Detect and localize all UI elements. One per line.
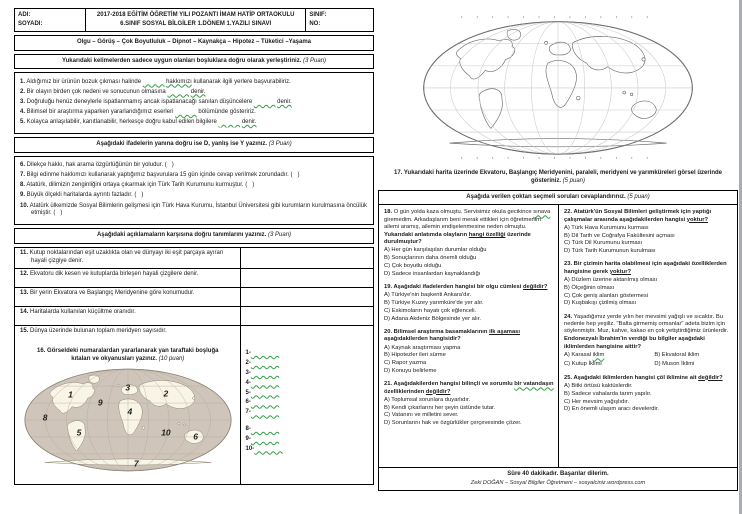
option: B) Ekvatoral iklim — [654, 352, 700, 359]
definition-answer-cell — [241, 269, 373, 287]
question-17: 17. Yukarıdaki harita üzerinde Ekvatoru, Başlangıç Meridyenini, paraleli, meridyeni ve yarımküreleri görsel üzerinde gösteriniz. (5 puan) — [393, 170, 723, 185]
answer-blank — [251, 409, 279, 415]
true-false-items — [14, 156, 374, 226]
answer-blank — [254, 446, 282, 452]
answer-blank — [251, 380, 279, 386]
no-label: NO: — [309, 20, 321, 27]
true-false-item: 9. Büyük ölçekli haritalarda ayrıntı fazladır. ( ) — [20, 192, 144, 199]
options — [384, 397, 554, 428]
question-24: 24. Yaşadığımız yerde yılın her mevsimi yağışlı ve sıcaktır. Bu nedenle hep yeşiliz. "Balta girmemiş ormanlar" adeta bizim için söylenmiştir. Muz, kahve, kakao en çok yetiştirdiğimiz ürünlerdir. Endonezyalı İbrahim'in verdiği bu bilgiler aşağıdaki iklimlerden hangisine aittir? A) Karasal iklim B) Ekvatoral iklim C) Kutup İklimi D) Muson İklimi — [564, 314, 733, 369]
true-false-item: 10. Atatürk ülkemizde Sosyal Bilimlerin gelişmesi için Türk Hava Kurumu, İstanbul Üniversitesi gibi kurumların kurulmasına öncülük etmiştir. ( ) — [20, 202, 368, 217]
map-number-5: 5 — [76, 427, 82, 438]
answer-blank — [251, 350, 279, 356]
fill-item: 4. Bilimsel bir araştırma yaparken yararlandığımız eserleri bölümünde gösteririz. — [20, 108, 256, 115]
answer-blank — [251, 399, 279, 405]
option: C) Çok boyutlu olduğu — [384, 263, 442, 270]
fill-item: 2. Bir olayın birden çok nedeni ve sonucunun olmasına denir. — [20, 88, 206, 95]
definition-text: 15. Dünya üzerinde bulunan toplam meridyen sayısıdır. — [15, 326, 241, 344]
option: C) Türk Dil Kurumunu kurması — [564, 240, 643, 247]
class-no-cell — [306, 9, 374, 32]
map-question-row — [15, 344, 373, 484]
map-answer-line: 10- — [246, 446, 370, 454]
map-number-9: 9 — [97, 397, 103, 408]
question-18: 18. O gün yolda kaza olmuştu. Servisimiz okula gecikince sınava giremedim. Arkadaşlarım beni merak ettikleri için öğretmenim ailemi aramış, ailemin endişelenmesine neden olmuştu. Yukarıdaki anlatımda olayların hangi özelliği üzerinde durulmuştur? A) Her gün karşılaşılan durumlar olduğu B) Sonuçlarının daha önemli olduğu C) Çok boyutlu olduğu D) Sadece insanlardan kaynaklandığı — [384, 209, 554, 278]
map-number-1: 1 — [68, 389, 73, 400]
map-answer-line: 7- — [246, 409, 370, 417]
multiple-choice-header: Aşağıda verilen çoktan seçmeli soruları cevaplandırınız. (5 puan) — [379, 191, 737, 206]
option: D) Muson İklimi — [654, 360, 695, 367]
option: C) Çok geniş alanları göstermesi — [564, 292, 649, 299]
definition-text: 13. Bir yerin Ekvatora ve Başlangıç Meridyenine göre konumudur. — [15, 288, 241, 306]
definitions-table — [14, 247, 374, 485]
option: D) Konuyu belirleme — [384, 368, 437, 375]
multiple-choice-columns — [379, 205, 737, 467]
footer-signature: Zeki DOĞAN – Sosyal Bilgiler Öğretmeni – sosyalciniz.wordpress.com — [470, 479, 646, 486]
definition-row — [15, 325, 373, 344]
question-23: 23. Bir çizimin harita olabilmesi için aşağıdaki özelliklerden hangisine gerek yoktur? A) Düzlem üzerine aktarılmış olması B) Ölçeğinin olması C) Çok geniş alanları göstermesi D) Kuşbakışı çizilmiş olması — [564, 261, 733, 307]
options — [564, 352, 733, 369]
definition-answer-cell — [241, 307, 373, 325]
exam-title-cell — [86, 9, 306, 32]
map-answer-line: 1- — [246, 350, 370, 358]
map-answer-line: 9- — [246, 436, 370, 444]
surname-label: SOYADI: — [18, 20, 43, 27]
exam-page-2 — [378, 8, 738, 491]
exam-title: 6.SINIF SOSYAL BİLGİLER 1.DÖNEM 1.YAZILI SINAVI — [120, 20, 272, 27]
fill-blank — [254, 99, 276, 105]
exam-footer — [379, 467, 737, 490]
fill-blank — [218, 119, 240, 125]
option: A) Düzlem üzerine aktarılmış olması — [564, 276, 658, 283]
option: A) Kaynak araştırması yapma — [384, 344, 461, 351]
map-answer-line: 2- — [246, 360, 370, 368]
map-answer-line: 8- — [246, 426, 370, 434]
question-19: 19. Aşağıdaki ifadelerden hangisi bir olgu cümlesi değildir? A) Türkiye'nin başkenti Ankara'dır. B) Türkiye Kuzey yarımküre'de yer alır. C) Eskimoların hayatı çok eğlenceli. D) Adana Akdeniz Bölgesinde yer alır. — [384, 284, 554, 323]
option: C) Kutup İklimi — [564, 360, 602, 367]
definition-answer-cell — [241, 248, 373, 268]
option: D) Sorunlarını hak ve özgürlükler çerçevesinde çözer. — [384, 420, 522, 427]
definition-text: 12. Ekvatoru dik kesen ve kutuplarda birleşen hayali çizgilere denir. — [15, 269, 241, 287]
map-question-title: 16. Görseldeki numaralardan yararlanarak yan taraftaki boşluğa kıtaları ve okyanusları yazınız. (10 puan) — [37, 348, 219, 362]
fill-blank — [175, 109, 197, 115]
map-number-10: 10 — [161, 427, 171, 438]
student-name-cell — [15, 9, 86, 32]
option: B) Dil Tarih ve Coğrafya Fakültesini açması — [564, 232, 675, 239]
map-question-cell — [15, 344, 241, 484]
true-false-item: 7. Bilgi edinme hakkımızı kullanarak yaptığımız başvurulara 15 gün içinde cevap verilmek zorundadır. ( ) — [20, 172, 300, 179]
map-number-6: 6 — [193, 431, 198, 442]
fill-item: 5. Kolayca anlaşılabilir, kanıtlanabilir, herkesçe doğru kabul edilen bilgilere denir. — [20, 118, 257, 125]
definition-text: 14. Haritalarda kullanılan küçültme oranıdır. — [15, 307, 241, 325]
definition-answer-cell — [241, 288, 373, 306]
question-20: 20. Bilimsel araştırma basamaklarının ilk aşaması aşağıdakilerden hangisidir? A) Kaynak araştırması yapma B) Hipotezler ileri sürme C) Rapor yazma D) Konuyu belirleme — [384, 329, 554, 375]
option: C) Rapor yazma — [384, 360, 427, 367]
section-title-true-false: Aşağıdaki ifadelerin yanına doğru ise D, yanlış ise Y yazınız. (3 Puan) — [14, 137, 374, 153]
fill-blank — [167, 89, 189, 95]
fill-blank — [143, 79, 165, 85]
options — [564, 225, 733, 256]
question-25: 25. Aşağıdaki iklimlerden hangisi çöl iklimine ait değildir? A) Bitki örtüsü kaktüslerdir. B) Sadece vahalarda tarım yapılır. C) Her mevsim yağışlıdır. D) En önemli ulaşım aracı develerdir. — [564, 375, 733, 414]
map-number-8: 8 — [42, 412, 48, 423]
word-bank: Olgu – Görüş – Çok Boyutluluk – Dipnot – Kaynakça – Hipotez – Tüketici –Yaşama — [14, 35, 374, 51]
definition-answer-cell — [241, 326, 373, 344]
option: B) Sonuçlarının daha önemli olduğu — [384, 255, 477, 262]
section-title-fill: Yukarıdaki kelimelerden sadece uygun olanları boşluklara doğru olarak yerleştiriniz. (3 Puan) — [14, 54, 374, 70]
definition-row — [15, 268, 373, 287]
option: D) Türk Tarih Kurumunun kurulması — [564, 248, 656, 255]
options — [384, 345, 554, 376]
world-map-outline-icon — [420, 8, 696, 166]
true-false-item: 8. Atatürk, dilimizin zenginliğini ortaya çıkarmak için Türk Tarih Kurumunu kurmuştur. ( ) — [20, 182, 255, 189]
options — [384, 292, 554, 323]
option: B) Ölçeğinin olması — [564, 284, 615, 291]
footer-duration: Süre 40 dakikadır. Başarılar dilerim. — [507, 470, 609, 477]
option: C) Her mevsim yağışlıdır. — [564, 398, 630, 405]
class-label: SINIF: — [309, 12, 327, 18]
option: D) En önemli ulaşım aracı develerdir. — [564, 406, 660, 413]
option: A) Karasal iklim — [564, 352, 605, 359]
option: D) Sadece insanlardan kaynaklandığı — [384, 270, 481, 277]
option: B) Türkiye Kuzey yarımküre'de yer alır. — [384, 300, 484, 307]
options — [384, 247, 554, 278]
questions-column-right — [558, 205, 737, 467]
question-21: 21. Aşağıdakilerden hangisi bilinçli ve sorumlu bir vatandaşın özelliklerinden değildir? A) Toplumsal sorunlara duyarlıdır. B) Kendi çıkarlarını her şeyin üstünde tutar. C) Vatanını ve milletini sever. D) Sorunlarını hak ve özgürlükler çerçevesinde çözer. — [384, 381, 554, 427]
option: A) Türkiye'nin başkenti Ankara'dır. — [384, 292, 472, 299]
option: B) Sadece vahalarda tarım yapılır. — [564, 390, 652, 397]
option: B) Hipotezler ileri sürme — [384, 352, 446, 359]
map-number-3: 3 — [125, 383, 131, 393]
questions-column-left — [379, 205, 558, 467]
map-number-7: 7 — [133, 458, 139, 469]
answer-blank — [251, 390, 279, 396]
answer-blank — [251, 360, 279, 366]
answer-blank — [251, 426, 279, 432]
option: A) Türk Hava Kurumunu kurması — [564, 224, 649, 231]
question-22: 22. Atatürk'ün Sosyal Bilimleri geliştirmek için yaptığı çalışmalar arasında aşağıdakilerden hangisi yoktur? A) Türk Hava Kurumunu kurması B) Dil Tarih ve Coğrafya Fakültesini açması C) Türk Dil Kurumunu kurması D) Türk Tarih Kurumunun kurulması — [564, 209, 733, 255]
fill-item: 3. Doğruluğu henüz deneylerle ispatlanmamış ancak ispatlanacağı sanılan düşüncelere denir. — [20, 98, 292, 105]
name-label: ADI: — [18, 12, 31, 18]
exam-page-1 — [14, 8, 374, 485]
section-title-definitions: Aşağıdaki açıklamaların karşısına doğru tanımlarını yazınız. (3 Puan) — [14, 228, 374, 244]
option: B) Kendi çıkarlarını her şeyin üstünde tutar. — [384, 404, 496, 411]
map-answer-lines — [241, 344, 373, 484]
fill-item: 1. Aldığımız bir ürünün bozuk çıkması halinde hakkımızı kullanarak ilgili yerlere başvurabiliriz. — [20, 78, 291, 85]
definition-rows — [15, 248, 373, 344]
map-answer-line: 3- — [246, 370, 370, 378]
fill-in-items — [14, 72, 374, 134]
option: A) Her gün karşılaşılan durumlar olduğu — [384, 247, 487, 254]
option: A) Toplumsal sorunlara duyarlıdır. — [384, 396, 471, 403]
option: D) Kuşbakışı çizilmiş olması — [564, 300, 637, 307]
definition-row — [15, 287, 373, 306]
map-answer-line: 6- — [246, 399, 370, 407]
map-answer-line: 5- — [246, 390, 370, 398]
definition-row — [15, 248, 373, 268]
answer-blank — [251, 436, 279, 442]
definition-row — [15, 306, 373, 325]
answer-blank — [251, 370, 279, 376]
definition-text: 11. Kutup noktalarından eşit uzaklıkta olan ve dünyayı iki eşit parçaya ayıran hayali çizgiye denir. — [15, 248, 241, 268]
multiple-choice-box — [378, 190, 738, 491]
world-map-large — [420, 8, 696, 166]
map-answer-line: 4- — [246, 380, 370, 388]
option: A) Bitki örtüsü kaktüslerdir. — [564, 382, 633, 389]
option: C) Vatanını ve milletini sever. — [384, 412, 459, 419]
option: D) Adana Akdeniz Bölgesinde yer alır. — [384, 315, 481, 322]
school-title: 2017-2018 EĞİTİM ÖĞRETİM YILI POZANTI İMAM HATİP ORTAOKULU — [96, 12, 295, 18]
true-false-item: 6. Dilekçe hakkı, hak arama özgürlüğünün bir yoludur. ( ) — [20, 162, 174, 169]
options — [564, 383, 733, 414]
student-info-header — [14, 8, 374, 32]
world-map-small — [22, 367, 234, 473]
options — [564, 277, 733, 308]
map-number-4: 4 — [127, 406, 133, 417]
option: C) Eskimoların hayatı çok eğlenceli. — [384, 308, 477, 315]
map-number-2: 2 — [163, 388, 169, 399]
